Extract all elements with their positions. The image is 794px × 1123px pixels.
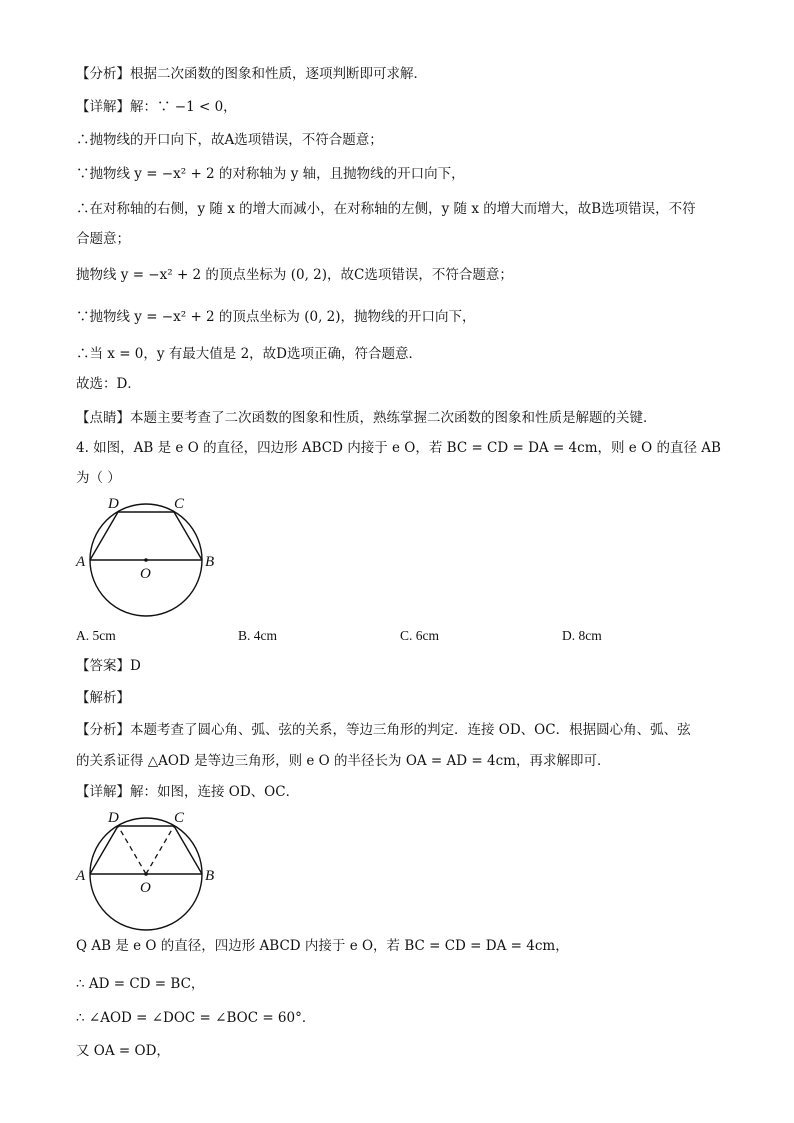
circle-figure-1 xyxy=(76,492,216,617)
center-dot-2 xyxy=(144,872,148,876)
analysis-line-1: 【分析】本题考查了圆心角、弧、弦的关系，等边三角形的判定．连接 OD、OC．根据圆心角、弧、弦 xyxy=(76,722,691,738)
segment-od xyxy=(118,826,146,874)
text-line-4: ∵抛物线 y = −x² + 2 的对称轴为 y 轴，且抛物线的开口向下， xyxy=(76,166,465,182)
text-line-8: ∵抛物线 y = −x² + 2 的顶点坐标为 (0, 2)，抛物线的开口向下， xyxy=(76,309,476,325)
option-d: D. 8cm xyxy=(562,628,602,643)
option-a: A. 5cm xyxy=(76,628,116,643)
question-4-line-2: 为（ ） xyxy=(76,470,121,486)
text-line-7: 抛物线 y = −x² + 2 的顶点坐标为 (0, 2)，故C选项错误，不符合题意； xyxy=(76,267,513,283)
label-c: C xyxy=(174,496,185,512)
option-c: C. 6cm xyxy=(400,628,439,643)
label-d-2: D xyxy=(108,810,119,826)
text-line-6: 合题意； xyxy=(76,231,130,247)
segment-oc xyxy=(146,826,174,874)
text-line-2: 【详解】解：∵ −1 < 0， xyxy=(76,99,237,115)
question-4-line-1: 4. 如图，AB 是 e O 的直径，四边形 ABCD 内接于 e O，若 BC = CD = DA = 4cm，则 e O 的直径 AB xyxy=(76,440,721,456)
circle-figure-2 xyxy=(76,806,216,931)
label-d: D xyxy=(108,496,119,512)
text-line-11: 【点睛】本题主要考查了二次函数的图象和性质，熟练掌握二次函数的图象和性质是解题的关键． xyxy=(76,410,657,426)
center-dot xyxy=(144,558,148,562)
detail-line-1: Q AB 是 e O 的直径，四边形 ABCD 内接于 e O，若 BC = CD = DA = 4cm， xyxy=(76,938,569,954)
label-a: A xyxy=(76,554,86,570)
analysis-label: 【解析】 xyxy=(76,690,130,706)
text-line-5: ∴在对称轴的右侧，y 随 x 的增大而减小，在对称轴的左侧，y 随 x 的增大而增大，故B选项错误，不符 xyxy=(76,201,696,217)
text-line-9: ∴当 x = 0，y 有最大值是 2，故D选项正确，符合题意． xyxy=(76,346,423,362)
label-b: B xyxy=(205,554,215,570)
text-line-10: 故选：D． xyxy=(76,376,141,392)
label-a-2: A xyxy=(76,868,86,884)
detail-line-2: ∴ AD = CD = BC， xyxy=(76,976,205,992)
analysis-line-2: 的关系证得 △AOD 是等边三角形，则 e O 的半径长为 OA = AD = 4cm，再求解即可． xyxy=(76,753,611,769)
analysis-line-3: 【详解】解：如图，连接 OD、OC． xyxy=(76,784,300,800)
answer-label: 【答案】D xyxy=(76,658,141,674)
label-o-2: O xyxy=(140,880,151,896)
text-line-3: ∴抛物线的开口向下，故A选项错误，不符合题意； xyxy=(76,132,383,148)
label-c-2: C xyxy=(174,810,185,826)
detail-line-3: ∴ ∠AOD = ∠DOC = ∠BOC = 60°． xyxy=(76,1010,316,1026)
text-line-1: 【分析】根据二次函数的图象和性质，逐项判断即可求解． xyxy=(76,66,427,82)
detail-line-4: 又 OA = OD， xyxy=(76,1043,170,1059)
option-b: B. 4cm xyxy=(238,628,277,643)
label-o: O xyxy=(140,566,151,582)
label-b-2: B xyxy=(205,868,215,884)
